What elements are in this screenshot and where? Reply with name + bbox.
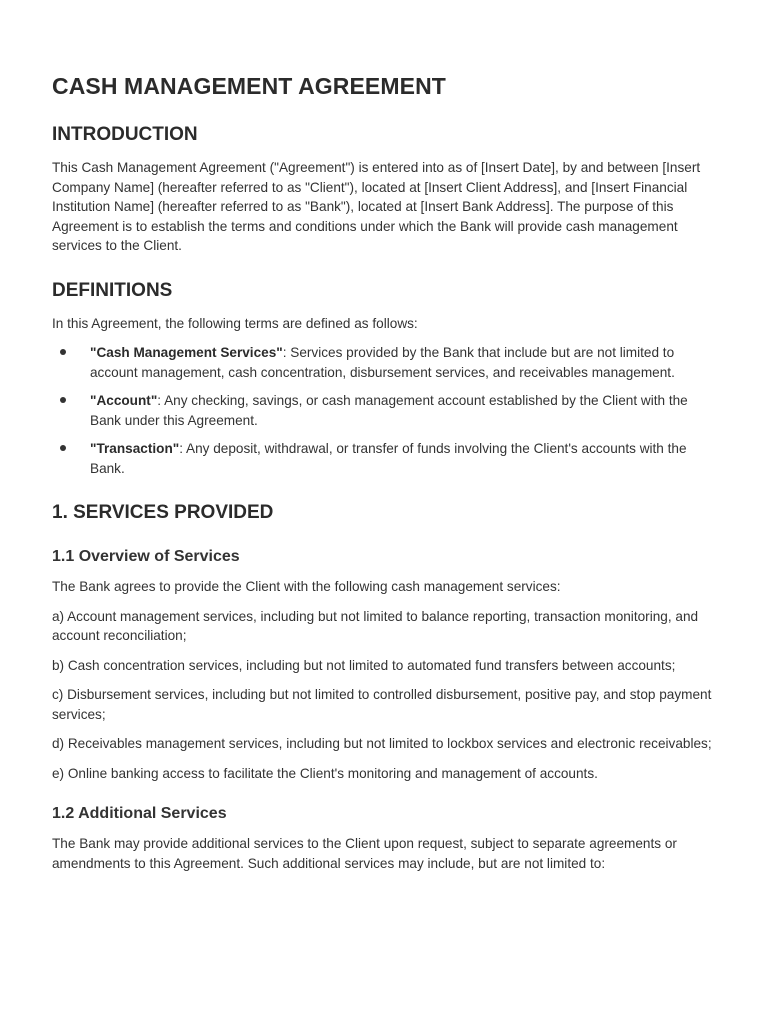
service-item-a: a) Account management services, including but not limited to balance reporting, transaction monitoring, and account reconciliation; [52,608,699,643]
definitions-heading: DEFINITIONS [52,279,173,301]
bullet-icon [60,397,66,403]
introduction-paragraph: This Cash Management Agreement ("Agreement") is entered into as of [Insert Date], by and between [Insert Company Name] (hereafter referred to as "Client"), located at [Insert Client Address], and [Insert Financial Institution Name] (hereafter referred to as "Bank"), located at [Insert Bank Address]. The purpose of this Agreement is to establish the terms and conditions under which the Bank will provide cash management services to the Client. [52,160,701,253]
service-item-c: c) Disbursement services, including but not limited to controlled disbursement, positive pay, and stop payment services; [52,687,712,722]
definition-text: : Services provided by the Bank that include but are not limited to account management, cash concentration, disbursement services, and receivables management. [90,345,675,380]
service-item-d: d) Receivables management services, including but not limited to lockbox services and electronic receivables; [52,736,712,751]
definition-term: "Cash Management Services" [90,345,283,360]
service-item-e: e) Online banking access to facilitate the Client's monitoring and management of accounts. [52,765,598,781]
introduction-heading: INTRODUCTION [52,124,198,145]
definition-item [52,439,718,478]
services-heading: 1. SERVICES PROVIDED [52,502,274,523]
definitions-list [52,343,718,478]
definition-item [52,391,718,430]
bullet-icon [60,445,66,451]
definitions-intro: In this Agreement, the following terms are defined as follows: [52,315,418,331]
definition-term: "Account" [90,393,158,408]
additional-services-paragraph: The Bank may provide additional services to the Client upon request, subject to separate agreements or amendments to this Agreement. Such additional services may include, but are not limited to: [52,836,677,871]
document-title: CASH MANAGEMENT AGREEMENT [52,73,446,99]
bullet-icon [60,349,66,355]
definition-text: : Any checking, savings, or cash management account established by the Client with the Bank under this Agreement. [90,393,688,428]
definition-term: "Transaction" [90,441,180,456]
definition-text: : Any deposit, withdrawal, or transfer of funds involving the Client's accounts with the Bank. [90,441,687,476]
definition-item [52,343,718,382]
overview-heading: 1.1 Overview of Services [52,548,240,565]
additional-services-heading: 1.2 Additional Services [52,805,227,822]
overview-intro: The Bank agrees to provide the Client with the following cash management services: [52,579,561,594]
service-item-b: b) Cash concentration services, including but not limited to automated fund transfers between accounts; [52,657,676,673]
